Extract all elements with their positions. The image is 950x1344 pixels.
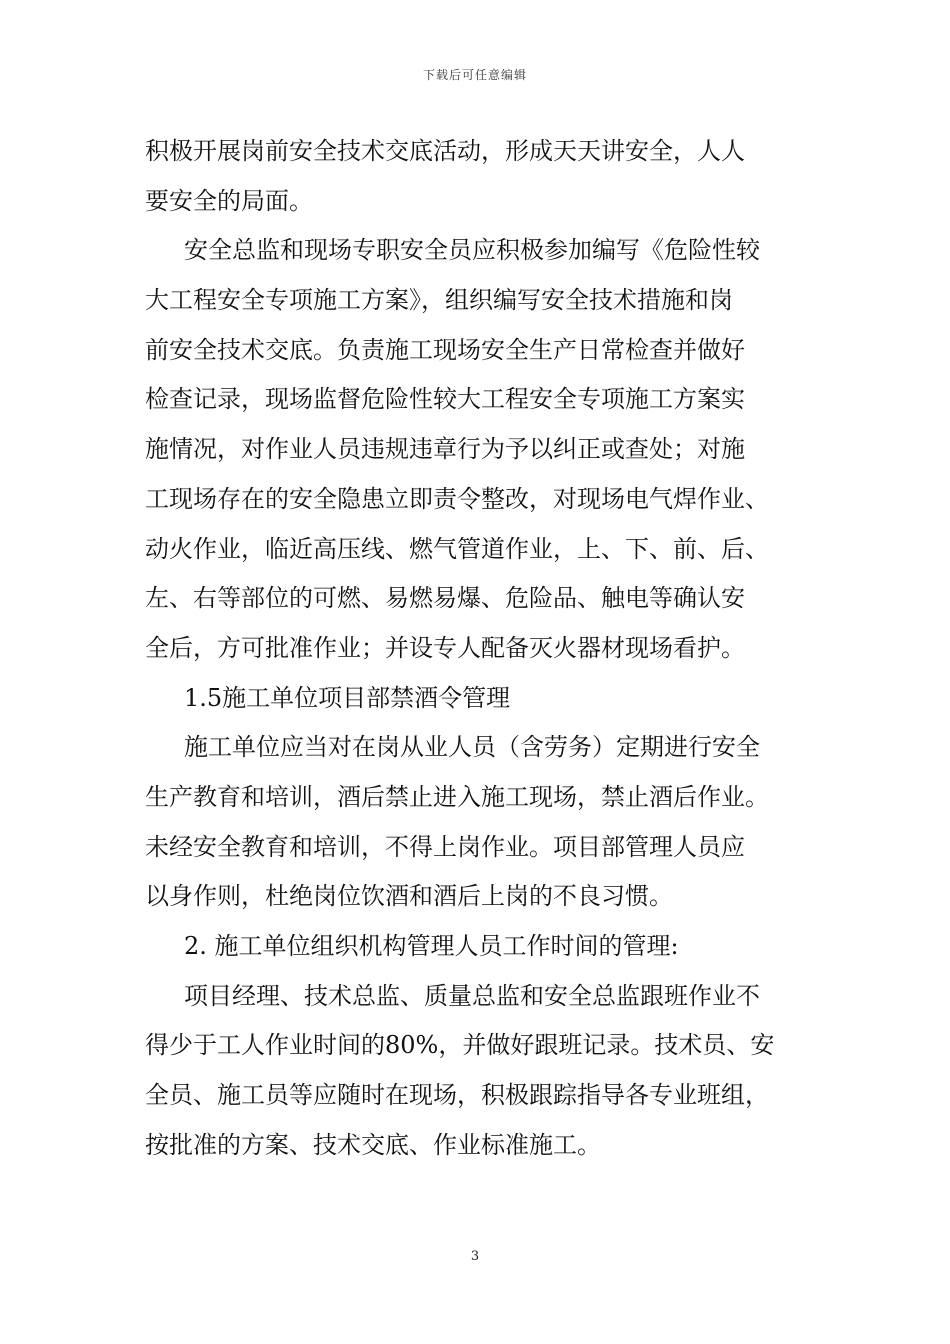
text-line: 动火作业，临近高压线、燃气管道作业，上、下、前、后、	[145, 534, 769, 563]
header-note: 下载后可任意编辑	[422, 68, 527, 82]
text-line: 全员、施工员等应随时在现场，积极跟踪指导各专业班组，	[145, 1081, 769, 1110]
text-line: 未经安全教育和培训，不得上岗作业。项目部管理人员应	[145, 832, 745, 861]
text-line: 生产教育和培训，酒后禁止进入施工现场，禁止酒后作业。	[145, 782, 769, 811]
text-line: 以身作则，杜绝岗位饮酒和酒后上岗的不良习惯。	[145, 882, 673, 911]
text-line: 施工单位应当对在岗从业人员（含劳务）定期进行安全	[184, 733, 760, 762]
text-line: 安全总监和现场专职安全员应积极参加编写《危险性较	[184, 236, 760, 265]
text-line: 全后，方可批准作业；并设专人配备灭火器材现场看护。	[145, 633, 745, 662]
text-line: 得少于工人作业时间的80%，并做好跟班记录。技术员、安	[145, 1031, 775, 1060]
text-line: 大工程安全专项施工方案》，组织编写安全技术措施和岗	[145, 286, 733, 315]
page-number: 3	[470, 1249, 480, 1264]
text-line: 左、右等部位的可燃、易燃易爆、危险品、触电等确认安	[145, 584, 745, 613]
section-heading: 2. 施工单位组织机构管理人员工作时间的管理:	[184, 932, 679, 960]
text-line: 施情况，对作业人员违规违章行为予以纠正或查处；对施	[145, 435, 745, 464]
text-line: 要安全的局面。	[145, 186, 313, 215]
text-line: 工现场存在的安全隐患立即责令整改，对现场电气焊作业、	[145, 484, 769, 513]
text-line: 积极开展岗前安全技术交底活动，形成天天讲安全，人人	[145, 137, 745, 165]
text-line: 前安全技术交底。负责施工现场安全生产日常检查并做好	[145, 335, 745, 364]
text-line: 按批准的方案、技术交底、作业标准施工。	[145, 1130, 601, 1159]
text-line: 项目经理、技术总监、质量总监和安全总监跟班作业不	[184, 981, 760, 1010]
text-line: 检查记录，现场监督危险性较大工程安全专项施工方案实	[145, 385, 745, 414]
document-body	[145, 127, 805, 1170]
section-heading: 1.5施工单位项目部禁酒令管理	[184, 683, 511, 712]
